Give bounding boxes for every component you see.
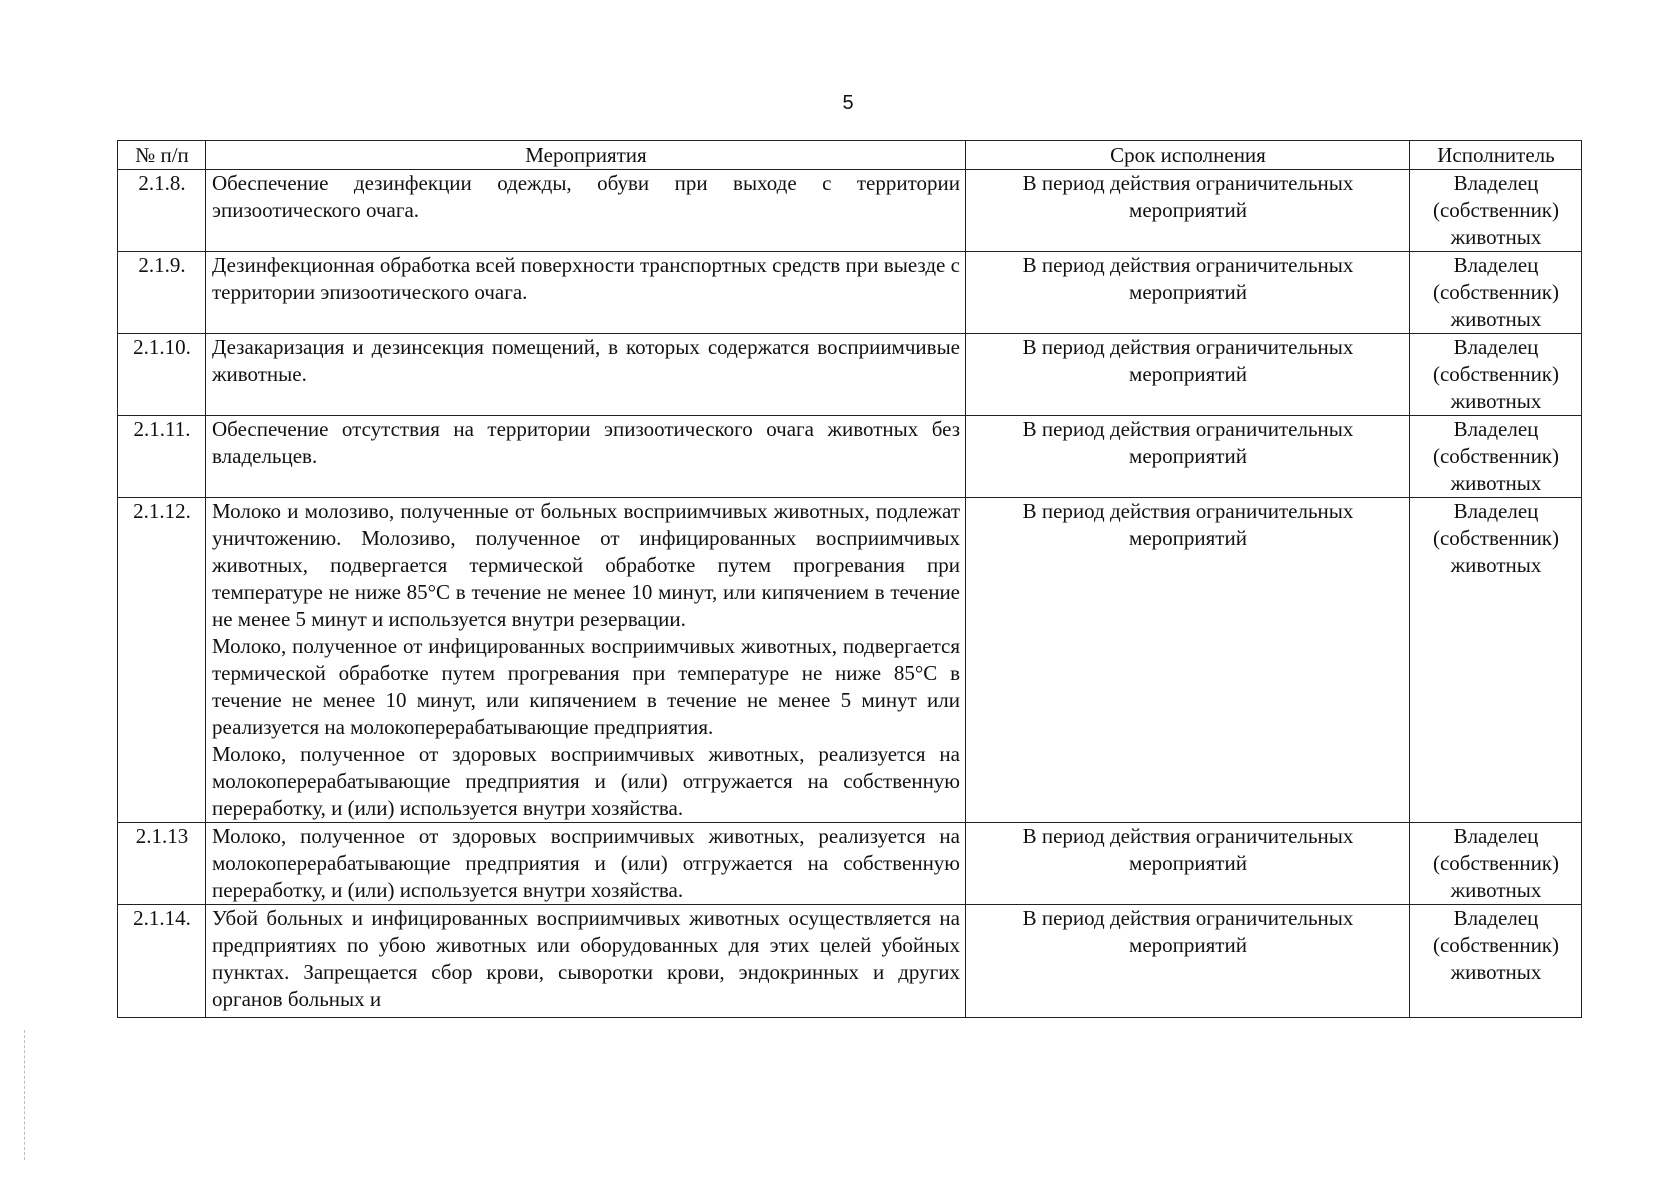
measure-paragraph: Дезакаризация и дезинсекция помещений, в которых содержатся восприимчивые животные. xyxy=(212,335,960,386)
measure-paragraph: Молоко и молозиво, полученные от больных восприимчивых животных, подлежат уничтожению. Молозиво, полученное от инфицированных восприимчивых животных, подвергается термической обработке путем прогревания при температуре не ниже 85°С в течение не менее 10 минут, или кипячением в течение не менее 5 минут и используется внутри резервации. xyxy=(212,499,960,631)
row-executor xyxy=(1410,416,1582,498)
measures-table xyxy=(117,140,1582,1018)
table-row xyxy=(118,334,1582,416)
executor-line: Владелец xyxy=(1453,335,1539,359)
measure-paragraph: Обеспечение отсутствия на территории эпизоотического очага животных без владельцев. xyxy=(212,417,960,468)
measure-paragraph: Убой больных и инфицированных восприимчивых животных осуществляется на предприятиях по убою животных или оборудованных для этих целей убойных пунктах. Запрещается сбор крови, сыворотки крови, эндокринных и других органов больных и xyxy=(212,906,960,1011)
measure-paragraph: Молоко, полученное от здоровых восприимчивых животных, реализуется на молокоперерабатывающие предприятия и (или) отгружается на собственную переработку, и (или) используется внутри хозяйства. xyxy=(212,742,960,820)
executor-line: (собственник) xyxy=(1432,444,1560,468)
table-row xyxy=(118,498,1582,823)
row-deadline: В период действия ограничительных мероприятий xyxy=(966,498,1410,823)
row-deadline: В период действия ограничительных мероприятий xyxy=(966,416,1410,498)
row-deadline: В период действия ограничительных мероприятий xyxy=(966,823,1410,905)
table-row xyxy=(118,416,1582,498)
row-number: 2.1.14. xyxy=(118,905,206,1018)
table-header-row xyxy=(118,141,1582,170)
executor-line: животных xyxy=(1450,471,1542,495)
header-deadline: Срок исполнения xyxy=(966,141,1410,170)
executor-line: (собственник) xyxy=(1432,933,1560,957)
executor-line: животных xyxy=(1450,389,1542,413)
row-number: 2.1.10. xyxy=(118,334,206,416)
executor-line: Владелец xyxy=(1453,824,1539,848)
row-measure xyxy=(206,416,966,498)
header-executor: Исполнитель xyxy=(1410,141,1582,170)
scan-margin-mark xyxy=(24,1030,25,1160)
row-measure xyxy=(206,334,966,416)
executor-line: (собственник) xyxy=(1432,526,1560,550)
executor-line: (собственник) xyxy=(1432,198,1560,222)
row-executor xyxy=(1410,170,1582,252)
executor-line: Владелец xyxy=(1453,253,1539,277)
row-measure xyxy=(206,905,966,1018)
row-number: 2.1.11. xyxy=(118,416,206,498)
row-executor xyxy=(1410,252,1582,334)
row-executor xyxy=(1410,498,1582,823)
row-measure xyxy=(206,252,966,334)
row-number: 2.1.13 xyxy=(118,823,206,905)
table-row xyxy=(118,170,1582,252)
row-measure xyxy=(206,823,966,905)
table-row xyxy=(118,252,1582,334)
executor-line: (собственник) xyxy=(1432,362,1560,386)
row-deadline: В период действия ограничительных мероприятий xyxy=(966,905,1410,1018)
executor-line: (собственник) xyxy=(1432,280,1560,304)
executor-line: животных xyxy=(1450,960,1542,984)
measure-paragraph: Обеспечение дезинфекции одежды, обуви при выходе с территории эпизоотического очага. xyxy=(212,171,960,222)
row-deadline: В период действия ограничительных мероприятий xyxy=(966,170,1410,252)
measure-paragraph: Молоко, полученное от инфицированных восприимчивых животных, подвергается термической обработке путем прогревания при температуре не ниже 85°С в течение не менее 10 минут, или кипячением в течение не менее 5 минут или реализуется на молокоперерабатывающие предприятия. xyxy=(212,634,960,739)
row-executor xyxy=(1410,334,1582,416)
executor-line: животных xyxy=(1450,225,1542,249)
row-number: 2.1.12. xyxy=(118,498,206,823)
measure-paragraph: Молоко, полученное от здоровых восприимчивых животных, реализуется на молокоперерабатывающие предприятия и (или) отгружается на собственную переработку, и (или) используется внутри хозяйства. xyxy=(212,824,960,902)
page-number: 5 xyxy=(842,92,854,114)
executor-line: Владелец xyxy=(1453,171,1539,195)
table-row xyxy=(118,905,1582,1018)
row-measure xyxy=(206,498,966,823)
header-number: № п/п xyxy=(118,141,206,170)
executor-line: (собственник) xyxy=(1432,851,1560,875)
executor-line: животных xyxy=(1450,307,1542,331)
row-deadline: В период действия ограничительных мероприятий xyxy=(966,252,1410,334)
row-executor xyxy=(1410,905,1582,1018)
row-number: 2.1.9. xyxy=(118,252,206,334)
measure-paragraph: Дезинфекционная обработка всей поверхности транспортных средств при выезде с территории эпизоотического очага. xyxy=(212,253,960,304)
executor-line: Владелец xyxy=(1453,906,1539,930)
table-row xyxy=(118,823,1582,905)
row-number: 2.1.8. xyxy=(118,170,206,252)
executor-line: Владелец xyxy=(1453,499,1539,523)
row-executor xyxy=(1410,823,1582,905)
executor-line: животных xyxy=(1450,878,1542,902)
row-measure xyxy=(206,170,966,252)
executor-line: животных xyxy=(1450,553,1542,577)
executor-line: Владелец xyxy=(1453,417,1539,441)
header-measures: Мероприятия xyxy=(206,141,966,170)
row-deadline: В период действия ограничительных мероприятий xyxy=(966,334,1410,416)
